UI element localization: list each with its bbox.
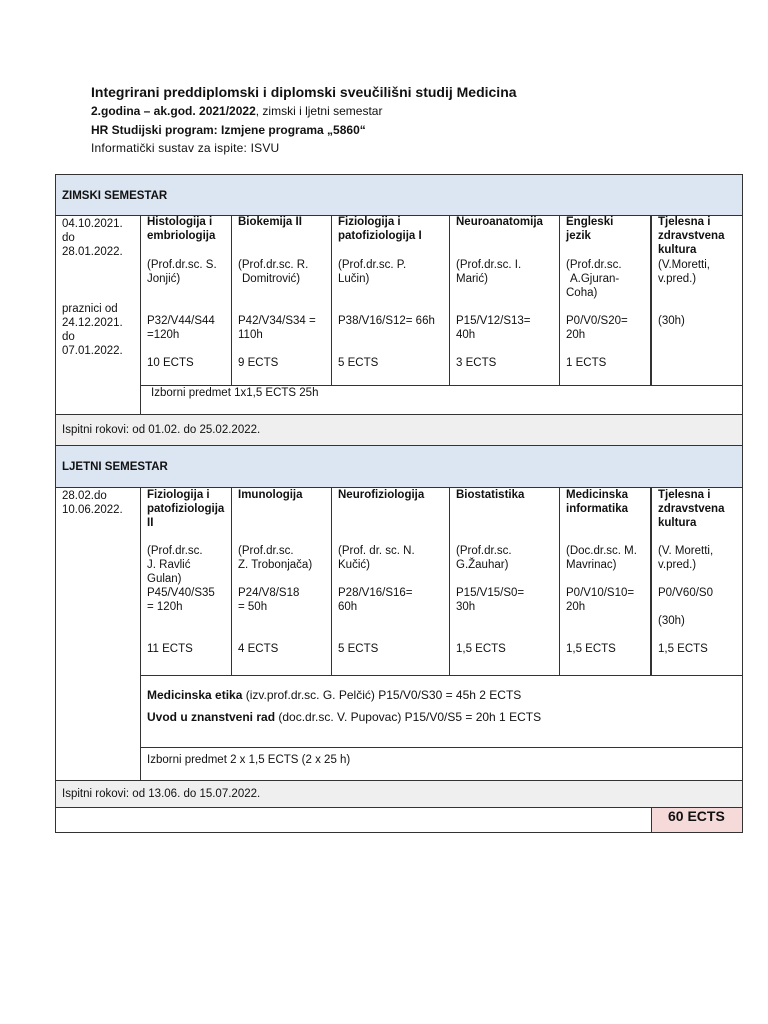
- intro-research-line: Uvod u znanstveni rad (doc.dr.sc. V. Pupovac) P15/V0/S5 = 20h 1 ECTS: [147, 710, 542, 724]
- course-ects: 5 ECTS: [338, 357, 379, 369]
- course-name: Neuroanatomija: [456, 216, 543, 228]
- summer-elective: Izborni predmet 2 x 1,5 ECTS (2 x 25 h): [147, 754, 351, 766]
- course-name: Histologija i embriologija: [147, 216, 216, 242]
- course-hours: P38/V16/S12= 66h: [338, 315, 435, 327]
- winter-elective: Izborni predmet 1x1,5 ECTS 25h: [151, 387, 319, 399]
- isvu-line: Informatički sustav za ispite: ISVU: [91, 141, 280, 155]
- course-ects: 10 ECTS: [147, 357, 194, 369]
- summer-course-cell: [449, 487, 560, 676]
- winter-elective-cell: [140, 385, 743, 415]
- course-professor: (Prof.dr.sc. R. Domitrović): [238, 259, 309, 285]
- course-hours: P24/V8/S18 = 50h: [238, 587, 300, 613]
- winter-course-cell: [449, 215, 560, 386]
- course-hours: P32/V44/S44 =120h: [147, 315, 215, 341]
- summer-course-cell: [651, 487, 743, 676]
- course-professor: (V.Moretti, v.pred.): [658, 259, 710, 285]
- summer-course-cell: [140, 487, 232, 676]
- course-ects: 5 ECTS: [338, 643, 379, 655]
- winter-course-cell: [651, 215, 743, 386]
- course-name: Tjelesna i zdravstvena kultura: [658, 489, 725, 529]
- course-hours: P0/V10/S10= 20h: [566, 587, 635, 613]
- course-hours: P15/V15/S0= 30h: [456, 587, 525, 613]
- ethics-line: Medicinska etika (izv.prof.dr.sc. G. Pelčić) P15/V0/S30 = 45h 2 ECTS: [147, 688, 522, 702]
- course-hours: P45/V40/S35 = 120h: [147, 587, 215, 613]
- summer-semester-header: [55, 445, 743, 488]
- winter-dates-cell: [55, 215, 141, 386]
- winter-course-cell: [559, 215, 651, 386]
- course-professor: (Prof.dr.sc. J. Ravlić Gulan): [147, 545, 203, 585]
- winter-course-cell: [331, 215, 450, 386]
- summer-course-cell: [559, 487, 651, 676]
- winter-holiday: praznici od 24.12.2021. do 07.01.2022.: [62, 303, 123, 357]
- total-row: [55, 807, 652, 833]
- course-professor: (Prof.dr.sc. Z. Trobonjača): [238, 545, 313, 571]
- course-ects: 1,5 ECTS: [566, 643, 616, 655]
- winter-semester-label: ZIMSKI SEMESTAR: [62, 190, 168, 202]
- summer-course-cell: [331, 487, 450, 676]
- year-bold: 2.godina – ak.god. 2021/2022: [91, 104, 256, 118]
- course-professor: (Prof.dr.sc. P. Lučin): [338, 259, 407, 285]
- winter-semester-header: [55, 174, 743, 216]
- course-professor: (Prof.dr.sc. I. Marić): [456, 259, 522, 285]
- year-line: [91, 104, 382, 118]
- summer-dates-cell: [55, 487, 141, 781]
- year-rest: , zimski i ljetni semestar: [255, 104, 383, 118]
- course-name: Neurofiziologija: [338, 489, 425, 501]
- course-professor: (V. Moretti, v.pred.): [658, 545, 714, 571]
- course-hours: (30h): [658, 315, 685, 327]
- course-name: Medicinska informatika: [566, 489, 628, 515]
- summer-course-cell: [231, 487, 332, 676]
- course-hours: P28/V16/S16= 60h: [338, 587, 413, 613]
- course-name: Biostatistika: [456, 489, 525, 501]
- course-hours: P0/V0/S20= 20h: [566, 315, 628, 341]
- course-hours: P42/V34/S34 = 110h: [238, 315, 316, 341]
- summer-extra-courses-cell: [140, 675, 743, 748]
- course-name: Fiziologija i patofiziologija II: [147, 489, 225, 529]
- course-professor: (Prof.dr.sc. A.Gjuran- Coha): [566, 259, 622, 299]
- course-name: Engleski jezik: [566, 216, 614, 242]
- course-ects: 3 ECTS: [456, 357, 497, 369]
- winter-exams: Ispitni rokovi: od 01.02. do 25.02.2022.: [62, 424, 261, 436]
- course-ects: 1,5 ECTS: [456, 643, 506, 655]
- winter-exams-row: [55, 414, 743, 446]
- winter-course-cell: [140, 215, 232, 386]
- summer-exams-row: [55, 780, 743, 808]
- total-ects-cell: [651, 807, 743, 833]
- program-line: HR Studijski program: Izmjene programa „5860“: [91, 123, 366, 137]
- course-professor: (Prof. dr. sc. N. Kučić): [338, 545, 415, 571]
- winter-course-cell: [231, 215, 332, 386]
- course-ects: 4 ECTS: [238, 643, 279, 655]
- total-ects: 60 ECTS: [668, 808, 725, 824]
- course-ects: 1 ECTS: [566, 357, 607, 369]
- winter-left-filler: [55, 385, 141, 415]
- course-name: Biokemija II: [238, 216, 302, 228]
- course-professor: (Prof.dr.sc. G.Žauhar): [456, 545, 512, 571]
- course-name: Tjelesna i zdravstvena kultura: [658, 216, 725, 256]
- course-name: Imunologija: [238, 489, 303, 501]
- summer-exams: Ispitni rokovi: od 13.06. do 15.07.2022.: [62, 788, 261, 800]
- summer-semester-label: LJETNI SEMESTAR: [62, 461, 168, 473]
- course-hours: P0/V60/S0 (30h): [658, 587, 713, 627]
- winter-dates: 04.10.2021. do 28.01.2022.: [62, 218, 123, 258]
- summer-dates: 28.02.do 10.06.2022.: [62, 490, 123, 516]
- course-professor: (Prof.dr.sc. S. Jonjić): [147, 259, 217, 285]
- course-name: Fiziologija i patofiziologija I: [338, 216, 422, 242]
- course-ects: 1,5 ECTS: [658, 643, 708, 655]
- course-ects: 9 ECTS: [238, 357, 279, 369]
- course-hours: P15/V12/S13= 40h: [456, 315, 531, 341]
- course-professor: (Doc.dr.sc. M. Mavrinac): [566, 545, 637, 571]
- course-ects: 11 ECTS: [147, 643, 193, 655]
- summer-elective-cell: [140, 747, 743, 781]
- document-title: Integrirani preddiplomski i diplomski sveučilišni studij Medicina: [91, 84, 517, 100]
